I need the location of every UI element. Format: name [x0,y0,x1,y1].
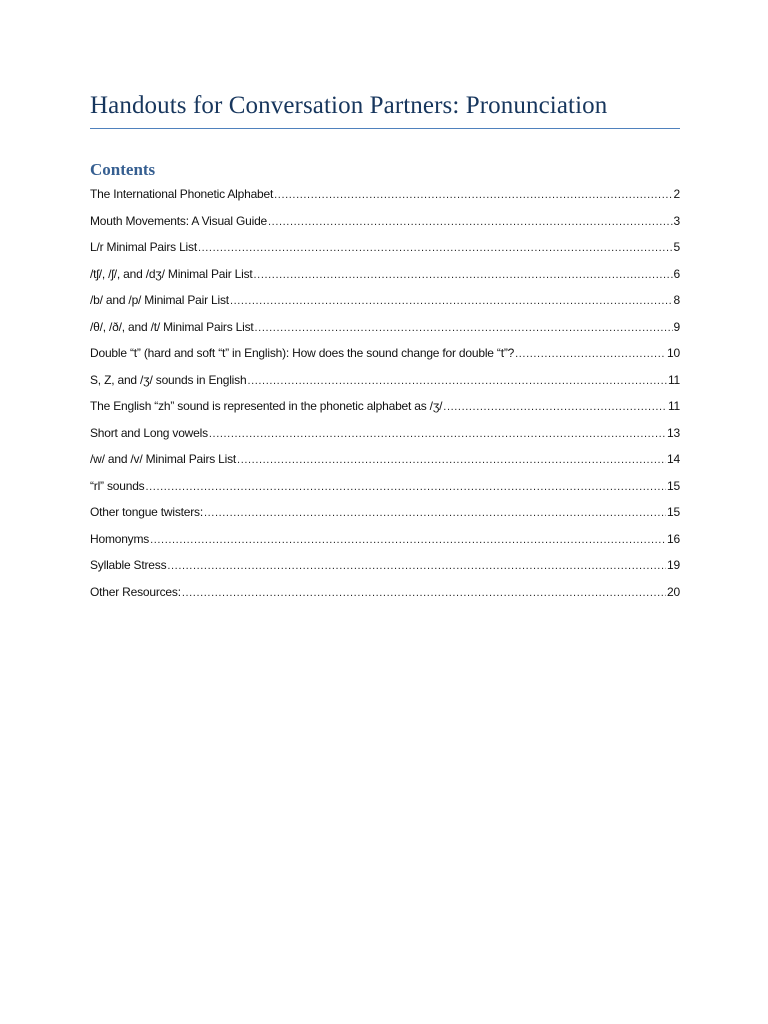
toc-entry-title: Mouth Movements: A Visual Guide [90,213,268,228]
toc-entry-tongue-twisters[interactable] [90,499,680,526]
toc-entry-l-r-pairs[interactable] [90,234,680,261]
toc-entry-title: /θ/, /ð/, and /t/ Minimal Pairs List [90,319,254,334]
toc-entry-page: 3 [673,213,680,228]
table-of-contents [90,181,680,605]
dot-leader [237,447,666,474]
title-underline [90,128,680,129]
toc-entry-title: The English “zh” sound is represented in the phonetic alphabet as /ʒ/ [90,399,443,413]
toc-entry-page: 6 [673,266,680,281]
document-title: Handouts for Conversation Partners: Pronunciation [90,92,608,119]
dot-leader [254,262,673,289]
dot-leader [150,527,666,554]
toc-heading: Contents [90,160,156,179]
toc-entry-page: 13 [667,425,680,440]
toc-entry-b-p-pairs[interactable] [90,287,680,314]
toc-entry-short-long-vowels[interactable] [90,420,680,447]
toc-entry-page: 8 [673,293,680,307]
toc-entry-page: 2 [673,187,680,201]
toc-entry-page: 5 [673,240,680,254]
toc-entry-page: 10 [667,346,680,360]
toc-entry-other-resources[interactable] [90,579,680,606]
dot-leader [167,553,666,580]
toc-entry-title: Short and Long vowels [90,425,208,440]
toc-entry-page: 11 [667,372,680,387]
dot-leader [182,580,666,607]
toc-entry-page: 20 [667,584,680,599]
dot-leader [145,474,666,501]
toc-entry-s-z-zh[interactable] [90,367,680,394]
toc-entry-w-v-pairs[interactable] [90,446,680,473]
toc-entry-title: L/r Minimal Pairs List [90,240,197,254]
toc-entry-title: Syllable Stress [90,558,167,572]
toc-entry-syllable-stress[interactable] [90,552,680,579]
toc-entry-ipa[interactable] [90,181,680,208]
dot-leader [209,421,666,448]
toc-entry-th-t-pairs[interactable] [90,314,680,341]
toc-entry-title: The International Phonetic Alphabet [90,187,274,201]
toc-entry-page: 15 [667,478,680,493]
toc-entry-page: 9 [673,319,680,334]
toc-entry-title: Other Resources: [90,584,181,599]
toc-entry-page: 15 [667,505,680,519]
toc-entry-title: Double “t” (hard and soft “t” in English): How does the sound change for double “t”? [90,346,515,360]
dot-leader [515,341,666,368]
dot-leader [274,182,672,209]
toc-entry-rl-sounds[interactable] [90,473,680,500]
toc-entry-title: S, Z, and /ʒ/ sounds in English [90,372,247,387]
toc-entry-page: 14 [667,452,680,466]
toc-entry-title: /b/ and /p/ Minimal Pair List [90,293,229,307]
toc-entry-zh-sound[interactable] [90,393,680,420]
toc-entry-homonyms[interactable] [90,526,680,553]
dot-leader [268,209,673,236]
dot-leader [230,288,673,315]
toc-entry-title: /w/ and /v/ Minimal Pairs List [90,452,237,466]
toc-entry-title: /tʃ/, /ʃ/, and /dʒ/ Minimal Pair List [90,266,253,281]
toc-entry-title: “rl” sounds [90,478,145,493]
toc-entry-double-t[interactable] [90,340,680,367]
dot-leader [204,500,666,527]
toc-entry-page: 11 [667,399,680,413]
toc-entry-title: Other tongue twisters: [90,505,203,519]
toc-entry-title: Homonyms [90,531,150,546]
dot-leader [443,394,667,421]
toc-entry-tsh-sh-dzh-pairs[interactable] [90,261,680,288]
dot-leader [247,368,667,395]
toc-entry-mouth-movements[interactable] [90,208,680,235]
dot-leader [255,315,673,342]
toc-entry-page: 19 [667,558,680,572]
toc-entry-page: 16 [667,531,680,546]
dot-leader [198,235,673,262]
